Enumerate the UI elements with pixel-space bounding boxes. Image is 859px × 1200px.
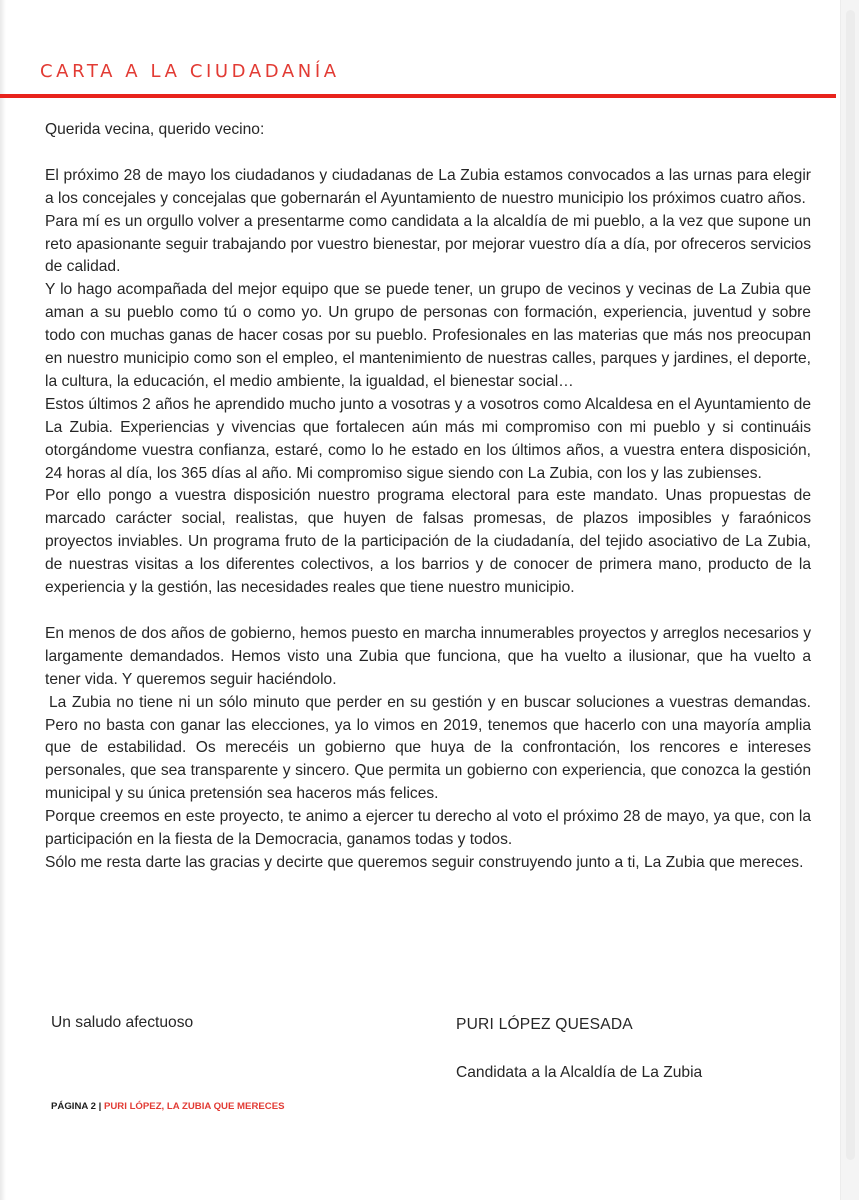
letter-paragraph: Por ello pongo a vuestra disposición nuestro programa electoral para este mandato. Unas propuestas de marcado carácter social, realistas, que huyen de falsas promesas, de plazos imposibles y faraónicos proyectos inviables. Un programa fruto de la participación de la ciudadanía, del tejido asociativo de La Zubia, de nuestras visitas a los diferentes colectivos, a los barrios y de conocer de primera mano, producto de la experiencia y la gestión, las necesidades reales que tiene nuestro municipio. xyxy=(45,487,811,597)
letter-paragraph: Estos últimos 2 años he aprendido mucho junto a vosotras y a vosotros como Alcaldesa en el Ayuntamiento de La Zubia. Experiencias y vivencias que fortalecen aún más mi compromiso con mi pueblo y si continuáis otorgándome vuestra confianza, estaré, como lo he estado en los últimos años, a vuestra entera disposición, 24 horas al día, los 365 días al año. Mi compromiso sigue siendo con La Zubia, con los y las zubienses. xyxy=(45,395,811,482)
scrollbar-thumb[interactable] xyxy=(846,10,855,1160)
letter-paragraph: Sólo me resta darte las gracias y decirte que queremos seguir construyendo junto a ti, La Zubia que mereces. xyxy=(45,853,804,871)
letter-paragraph: La Zubia no tiene ni un sólo minuto que perder en su gestión y en buscar soluciones a vuestras demandas. Pero no basta con ganar las elecciones, ya lo vimos en 2019, tenemos que hacerlo con una mayoría amplia que de estabilidad. Os merecéis un gobierno que huya de la confrontación, los rencores e intereses personales, que sea transparente y sincero. Que permita un gobierno con experiencia, que conozca la gestión municipal y su única pretensión sea haceros más felices. xyxy=(45,693,811,803)
signature-name: PURI LÓPEZ QUESADA xyxy=(456,1016,633,1033)
letter-greeting: Querida vecina, querido vecino: xyxy=(45,121,265,138)
letter-paragraph: El próximo 28 de mayo los ciudadanos y ciudadanas de La Zubia estamos convocados a las urnas para elegir a los concejales y concejalas que gobernarán el Ayuntamiento de nuestro municipio los próximos cuatro años. xyxy=(45,166,811,207)
letter-paragraph: En menos de dos años de gobierno, hemos puesto en marcha innumerables proyectos y arreglos necesarios y largamente demandados. Hemos visto una Zubia que funciona, que ha vuelto a ilusionar, que ha vuelto a tener vida. Y queremos seguir haciéndolo. xyxy=(45,624,811,688)
footer-separator: | xyxy=(95,1101,104,1112)
page-title: CARTA A LA CIUDADANÍA xyxy=(40,61,340,82)
letter-paragraph: Para mí es un orgullo volver a presentarme como candidata a la alcaldía de mi pueblo, a la vez que supone un reto apasionante seguir trabajando por vuestro bienestar, por mejorar vuestro día a día, por ofreceros servicios de calidad. xyxy=(45,212,811,276)
signature-role: Candidata a la Alcaldía de La Zubia xyxy=(456,1064,703,1081)
letter-paragraph: Y lo hago acompañada del mejor equipo que se puede tener, un grupo de vecinos y vecinas de La Zubia que aman a su pueblo como tú o como yo. Un grupo de personas con formación, experiencia, juventud y sobre todo con muchas ganas de hacer cosas por su pueblo. Profesionales en las materias que más nos preocupan en nuestro municipio como son el empleo, el mantenimiento de nuestras calles, parques y jardines, el deporte, la cultura, la educación, el medio ambiente, la igualdad, el bienestar social… xyxy=(45,281,811,390)
footer-slogan: PURI LÓPEZ, LA ZUBIA QUE MERECES xyxy=(103,1101,285,1112)
footer-page-label: PÁGINA 2 xyxy=(51,1101,96,1112)
letter-paragraph: Porque creemos en este proyecto, te animo a ejercer tu derecho al voto el próximo 28 de mayo, ya que, con la participación en la fiesta de la Democracia, ganamos todas y todos. xyxy=(45,808,811,849)
scrollbar-track[interactable] xyxy=(840,0,859,1200)
page-footer xyxy=(51,1101,285,1112)
title-divider xyxy=(0,94,836,98)
letter-closing: Un saludo afectuoso xyxy=(51,1014,194,1031)
letter-body xyxy=(45,119,811,875)
